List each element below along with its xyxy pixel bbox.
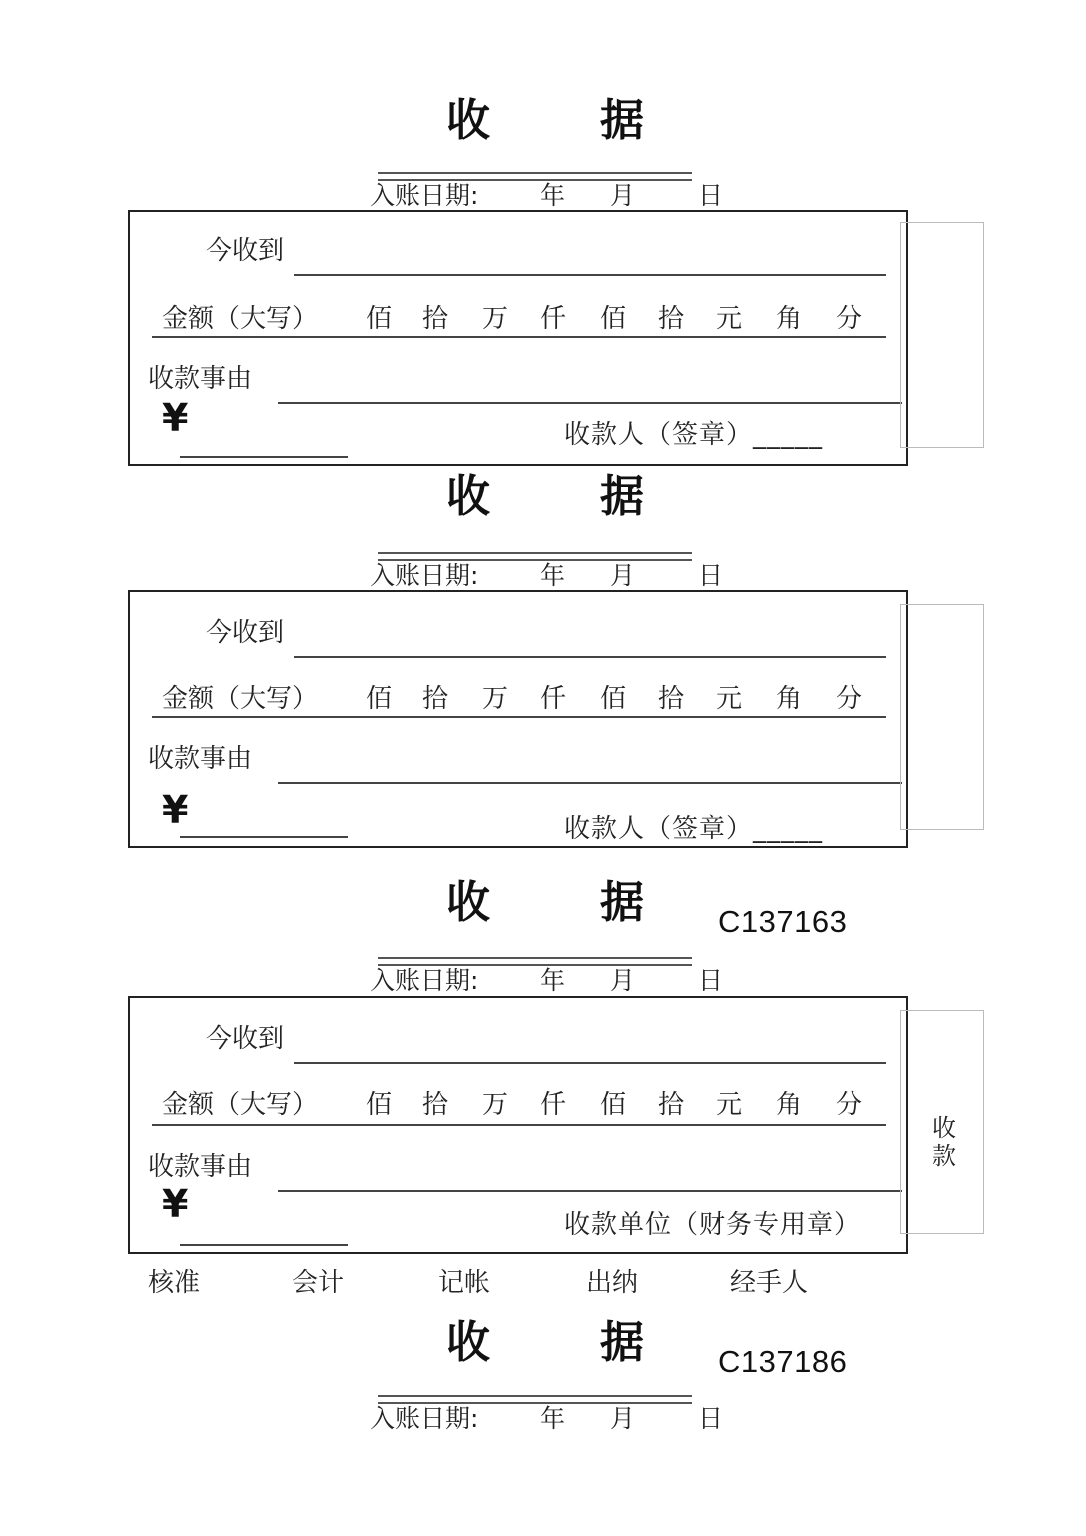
receipt-3-box <box>128 996 908 1254</box>
date-month: 月 <box>610 181 636 210</box>
unit-label: 角 <box>776 1090 803 1120</box>
reason-label: 收款事由 <box>148 364 253 394</box>
received-from-label: 今收到 <box>206 236 285 266</box>
yen-sign: ¥ <box>162 396 189 440</box>
reason-label: 收款事由 <box>148 744 253 774</box>
unit-label: 拾 <box>422 1090 449 1120</box>
date-day: 日 <box>698 561 724 590</box>
amount-label: 金额（大写） <box>162 684 319 714</box>
serial-number: C137163 <box>718 904 848 939</box>
date-year: 年 <box>540 561 566 590</box>
title-char: 收 <box>446 471 490 522</box>
unit-label: 拾 <box>422 304 449 334</box>
yen-line <box>180 1244 348 1246</box>
receipt-1-stub <box>900 222 984 448</box>
receipt-2-title <box>0 460 1086 520</box>
date-month: 月 <box>610 1404 636 1433</box>
unit-label: 佰 <box>366 1090 393 1120</box>
stub-char: 收 <box>932 1114 956 1142</box>
receipt-2-box <box>128 590 908 848</box>
cashier-label: 出纳 <box>586 1268 639 1298</box>
accounting-label: 会计 <box>292 1268 345 1298</box>
date-label: 入账日期: <box>370 1404 479 1433</box>
unit-label: 元 <box>716 684 743 714</box>
unit-label: 万 <box>482 684 509 714</box>
date-label: 入账日期: <box>370 561 479 590</box>
amount-line <box>152 336 886 338</box>
unit-label: 角 <box>776 304 803 334</box>
handler-label: 经手人 <box>730 1268 809 1298</box>
unit-label: 仟 <box>540 1090 567 1120</box>
unit-label: 佰 <box>366 684 393 714</box>
amount-units <box>130 298 906 332</box>
title-char: 据 <box>600 877 644 928</box>
date-month: 月 <box>610 966 636 995</box>
stub-char: 款 <box>932 1142 956 1170</box>
amount-label: 金额（大写） <box>162 1090 319 1120</box>
reason-line <box>278 402 902 404</box>
received-from-label: 今收到 <box>206 1024 285 1054</box>
unit-label: 佰 <box>600 304 627 334</box>
date-month: 月 <box>610 561 636 590</box>
amount-line <box>152 1124 886 1126</box>
received-from-label: 今收到 <box>206 618 285 648</box>
date-label: 入账日期: <box>370 966 479 995</box>
serial-number: C137186 <box>718 1344 848 1379</box>
unit-label: 元 <box>716 304 743 334</box>
date-year: 年 <box>540 181 566 210</box>
title-char: 收 <box>446 1317 490 1368</box>
yen-sign: ¥ <box>162 788 189 832</box>
unit-label: 佰 <box>366 304 393 334</box>
amount-line <box>152 716 886 718</box>
title-char: 收 <box>446 877 490 928</box>
received-from-line <box>294 1062 886 1064</box>
title-char: 据 <box>600 1317 644 1368</box>
unit-label: 万 <box>482 304 509 334</box>
unit-label: 仟 <box>540 304 567 334</box>
receipt-3-title <box>0 866 1086 926</box>
unit-label: 万 <box>482 1090 509 1120</box>
receipt-4-date-row <box>0 1399 1086 1431</box>
receipt-2-stub <box>900 604 984 830</box>
yen-line <box>180 836 348 838</box>
yen-line <box>180 456 348 458</box>
receipt-3-date-row <box>0 961 1086 993</box>
date-label: 入账日期: <box>370 181 479 210</box>
received-from-line <box>294 656 886 658</box>
payee-sign-label: 收款人（签章）_____ <box>564 814 824 844</box>
unit-label: 元 <box>716 1090 743 1120</box>
unit-label: 拾 <box>658 304 685 334</box>
reason-label: 收款事由 <box>148 1152 253 1182</box>
amount-units <box>130 1084 906 1118</box>
title-char: 据 <box>600 95 644 146</box>
stub-label <box>929 1114 959 1170</box>
title-char: 收 <box>446 95 490 146</box>
unit-label: 佰 <box>600 1090 627 1120</box>
unit-label: 仟 <box>540 684 567 714</box>
receipt-2-date-row <box>0 556 1086 588</box>
received-from-line <box>294 274 886 276</box>
unit-label: 角 <box>776 684 803 714</box>
unit-label: 拾 <box>422 684 449 714</box>
date-day: 日 <box>698 1404 724 1433</box>
date-year: 年 <box>540 1404 566 1433</box>
reason-line <box>278 782 902 784</box>
unit-label: 拾 <box>658 1090 685 1120</box>
reason-line <box>278 1190 902 1192</box>
bookkeeping-label: 记帐 <box>438 1268 491 1298</box>
unit-label: 分 <box>836 1090 863 1120</box>
receipt-1-date-row <box>0 176 1086 208</box>
receipt-1-title <box>0 84 1086 144</box>
amount-units <box>130 678 906 712</box>
unit-label: 分 <box>836 684 863 714</box>
amount-label: 金额（大写） <box>162 304 319 334</box>
receipt-4-title <box>0 1306 1086 1366</box>
title-char: 据 <box>600 471 644 522</box>
date-day: 日 <box>698 181 724 210</box>
approval-row <box>0 1262 1086 1298</box>
date-day: 日 <box>698 966 724 995</box>
unit-label: 拾 <box>658 684 685 714</box>
date-year: 年 <box>540 966 566 995</box>
unit-label: 佰 <box>600 684 627 714</box>
payee-sign-label: 收款人（签章）_____ <box>564 420 824 450</box>
yen-sign: ¥ <box>162 1182 189 1226</box>
unit-sign-label: 收款单位（财务专用章） <box>564 1210 862 1240</box>
approve-label: 核准 <box>148 1268 201 1298</box>
receipt-1-box <box>128 210 908 466</box>
unit-label: 分 <box>836 304 863 334</box>
